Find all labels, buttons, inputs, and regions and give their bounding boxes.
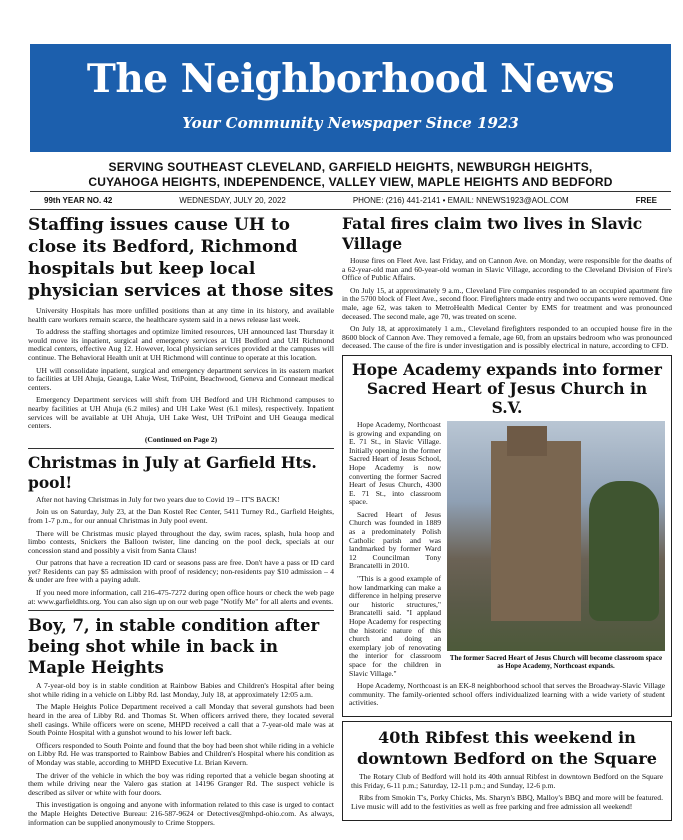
article-paragraph: Sacred Heart of Jesus Church was founded in 1889 as a predominately Polish Catholic parish and was landmarked by former Ward 12 Councilman Tony Brancatelli in 2010.	[349, 509, 441, 571]
church-tower-image	[507, 426, 547, 456]
article-paragraph: This investigation is ongoing and anyone with information related to this case is urged to contact the Maple Heights Detective Bureau: 216-587-9624 or Detectives@mhpd-ohio.com. As always, information can be supplied anonymously to Crime Stoppers.	[28, 800, 334, 827]
article-paragraph: On July 15, at approximately 9 a.m., Cleveland Fire companies responded to an occupied apartment fire in the 5700 block of Fleet Ave., second floor. Firefighters made entry and two occupants were removed. One male, age 62, was taken to MetroHealth Medical Center by EMS for treatment and was pronounced deceased. The second male, age 70, was treated on scene.	[342, 285, 672, 321]
contact-info: PHONE: (216) 441-2141 • EMAIL: NNEWS1923@AOL.COM	[352, 196, 569, 205]
article-paragraph: The Rotary Club of Bedford will hold its 40th annual Ribfest in downtown Bedford on the Square this Friday, 6-11 p.m.; Saturday, 12-11 p.m.; and Sunday, 12-6 p.m.	[351, 771, 663, 790]
article-paragraph: On July 18, at approximately 1 a.m., Cleveland firefighters responded to an occupied house fire in the 8600 block of Cannon Ave. They removed a female, age 60, from an upstairs bedroom who was pronounced deceased. The cause of the fire is under investigation and is possibly electrical in nature, according to CFD.	[342, 324, 672, 351]
article-paragraph: Hope Academy, Northcoast is an EK-8 neighborhood school that serves the Broadway-Slavic Village community. The family-oriented school offers individualized learning with a wide variety of student activities.	[349, 681, 665, 708]
christmas-headline: Christmas in July at Garfield Hts. pool!	[28, 452, 317, 492]
hope-headline: Hope Academy expands into former Sacred Heart of Jesus Church in S.V.	[352, 359, 662, 417]
article-paragraph: Officers responded to South Pointe and found that the boy had been shot while riding in a vehicle on Libby Rd. He was transported to Rainbow Babies and Children's Hospital where his condition as of Monday was stable, according to MHPD Executive Lt. Brian Kevern.	[28, 740, 334, 767]
tree-image	[589, 481, 659, 621]
article-paragraph: Emergency Department services will shift from UH Bedford and UH Richmond campuses to nearby facilities at UH Ahuja (6.2 miles) and UH Lake West (6.1 miles), respectively. Inpatient services will be available at UH Ahuja, UH Lake West, UH TriPoint and UH Geauga medical centers.	[28, 395, 334, 431]
article-paragraph: "This is a good example of how landmarking can make a difference in helping preserve our historic structures," Brancatelli said. "I applaud Hope Academy for respecting the historic nature of this church and doing an exemplary job of renovating the interior for classroom space for the children in Slavic Village."	[349, 574, 441, 678]
coverage-line: SERVING SOUTHEAST CLEVELAND, GARFIELD HEIGHTS, NEWBURGH HEIGHTS,	[108, 160, 593, 174]
divider	[28, 448, 334, 449]
uh-headline: Staffing issues cause UH to close its Bedford, Richmond hospitals but keep local physician services at those sites	[28, 215, 334, 301]
hope-article-box	[342, 355, 672, 717]
ribfest-article-box	[342, 721, 672, 821]
photo-caption: The former Sacred Heart of Jesus Church will become classroom space as Hope Academy, Northcoast expands.	[449, 653, 663, 670]
divider	[28, 610, 334, 611]
right-column	[342, 214, 672, 821]
coverage-line: CUYAHOGA HEIGHTS, INDEPENDENCE, VALLEY VIEW, MAPLE HEIGHTS AND BEDFORD	[88, 175, 613, 189]
article-paragraph: A 7-year-old boy is in stable condition at Rainbow Babies and Children's Hospital after being shot while riding in a vehicle on Libby Rd. last Monday, July 18, at approximately 12:05 a.m.	[28, 681, 334, 699]
issue-info-bar	[30, 191, 671, 210]
article-paragraph: The Maple Heights Police Department received a call Monday that several gunshots had been heard in the area of Libby Rd. and Thomas St. When officers arrived there, they located several shell casings. While officers were on scene, MHPD received a call that a 7-year-old male was at South Pointe Hospital with a gunshot wound to his lower left back.	[28, 702, 334, 738]
church-building-image	[491, 441, 581, 621]
fires-headline: Fatal fires claim two lives in Slavic Village	[342, 214, 643, 253]
newspaper-tagline: Your Community Newspaper Since 1923	[182, 114, 519, 132]
article-paragraph: UH will consolidate inpatient, surgical and emergency department services in its eastern market to facilities at UH Ahuja, Geauga, Lake West, TriPoint, Beachwood, Geneva and Conneaut medical centers.	[28, 365, 334, 392]
article-paragraph: University Hospitals has more unfilled positions than at any time in its history, and available health care workers remain scarce, the healthcare system said in a news release last week.	[28, 306, 334, 324]
article-paragraph: Ribs from Smokin T's, Porky Chicks, Ms. Sharyn's BBQ, Malloy's BBQ and more will be featured. Live music will add to the festivities as well as free parking and free admission all weekend!	[351, 793, 663, 811]
price: FREE	[635, 196, 657, 205]
article-paragraph: Our patrons that have a recreation ID card or seasons pass are free. Don't have a pass or ID card yet? Residents can pay $5 admission with proof of residency; non-residents pay $10 admission – 4 & under are free with a paying adult.	[28, 558, 334, 585]
issue-date: WEDNESDAY, JULY 20, 2022	[179, 196, 286, 205]
article-paragraph: There will be Christmas music played throughout the day, swim races, splash, hula hoop and limbo contests, Snickers the Balloon twister, line dancing on the pool deck, specials at our concession stand and possibly a visit from Santa Claus!	[28, 528, 334, 555]
article-paragraph: The driver of the vehicle in which the boy was riding reported that a vehicle began shooting at them while driving near the Valero gas station at 14196 Granger Rd. The suspect vehicle is described as silver or white with four doors.	[28, 770, 334, 797]
left-column	[28, 214, 334, 831]
continued-note: (Continued on Page 2)	[144, 434, 218, 444]
article-paragraph: To address the staffing shortages and optimize limited resources, UH announced last Thursday it would move its inpatient, surgical and emergency services at UH Bedford and UH Richmond medical centers, effective Aug 12. However, local physician services provided at the campuses will continue. The Behavioral Health unit at UH Richmond will continue to operate at this location.	[28, 327, 334, 362]
boy-headline: Boy, 7, in stable condition after being shot while in back in Maple Heights	[28, 616, 320, 678]
article-paragraph: Hope Academy, Northcoast is growing and expanding on E. 71 St., in Slavic Village. Initially opening in the former Sacred Heart of Jesus School, Hope Academy is now converting the former Sacred Heart of Jesus Church, 4300 E. 71 St., into classroom space.	[349, 419, 441, 507]
article-paragraph: If you need more information, call 216-475-7272 during open office hours or check the web page at: www.garfieldhts.org. You can also sign up on our web page "Notify Me" for all alerts and events.	[28, 588, 334, 606]
issue-number: 99th YEAR NO. 42	[44, 196, 113, 205]
article-paragraph: Join us on Saturday, July 23, at the Dan Kostel Rec Center, 5411 Turney Rd., Garfield Heights, from 1-7 p.m., for our annual Christmas in July pool event.	[28, 507, 334, 525]
ribfest-headline: 40th Ribfest this weekend in downtown Bedford on the Square	[357, 727, 657, 768]
coverage-area	[30, 160, 671, 190]
article-paragraph: After not having Christmas in July for two years due to Covid 19 – IT'S BACK!	[36, 494, 280, 504]
newspaper-title: The Neighborhood News	[86, 56, 615, 102]
church-photo	[447, 421, 665, 651]
masthead-banner	[30, 44, 671, 152]
article-paragraph: House fires on Fleet Ave. last Friday, and on Cannon Ave. on Monday, were responsible for the deaths of a 62-year-old man and 60-year-old woman in Slavic Village, according to the Cleveland Division of Fire's Office of Public Affairs.	[342, 256, 672, 283]
